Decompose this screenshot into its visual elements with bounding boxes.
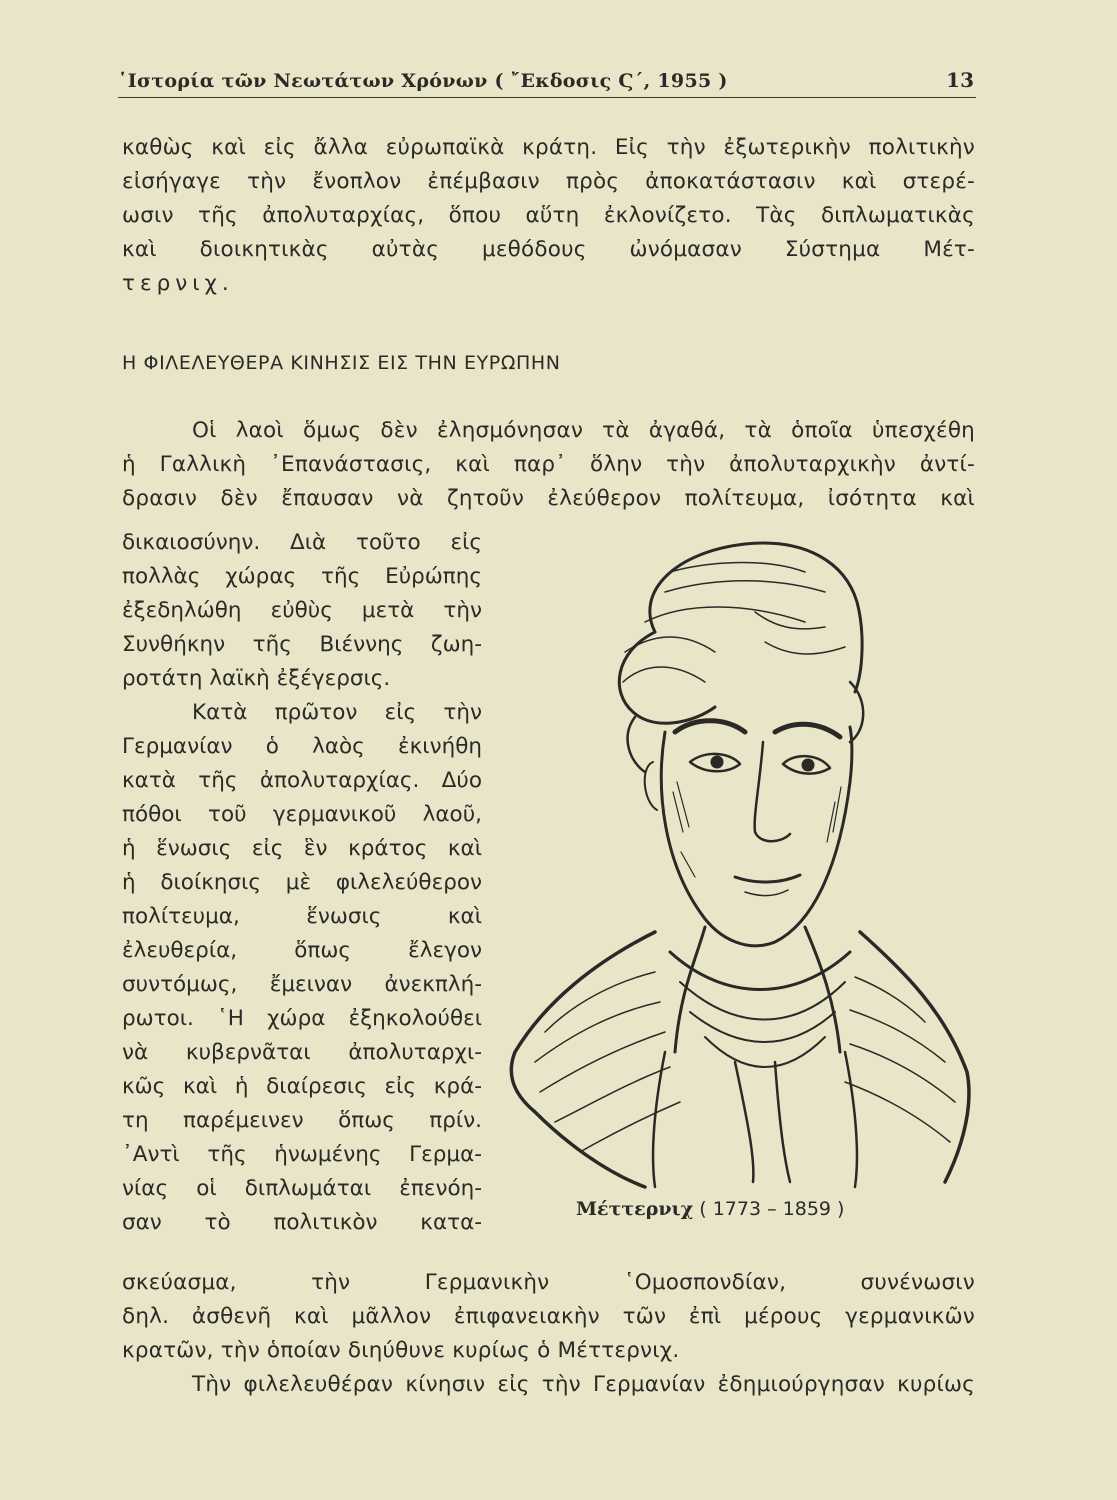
text-line: σκεύασμα, τὴν Γερμανικὴν ῾Ομοσπονδίαν, συνένωσιν <box>122 1270 975 1295</box>
text-line: δικαιοσύνην. Διὰ τοῦτο εἰς <box>122 530 482 555</box>
figure-caption <box>576 1198 844 1220</box>
text-line: κατὰ τῆς ἀπολυταρχίας. Δύο <box>122 768 482 793</box>
text-line: Γερμανίαν ὁ λαὸς ἐκινήθη <box>122 734 482 759</box>
text-line: Συνθήκην τῆς Βιέννης ζωη- <box>122 632 482 657</box>
text-line: δρασιν δὲν ἔπαυσαν νὰ ζητοῦν ἐλεύθερον πολίτευμα, ἰσότητα καὶ <box>122 486 975 511</box>
text-line: τη παρέμεινεν ὅπως πρίν. <box>122 1108 482 1133</box>
text-line: ἐλευθερία, ὅπως ἔλεγον <box>122 938 482 963</box>
text-line: ἡ διοίκησις μὲ φιλελεύθερον <box>122 870 482 895</box>
text-line: νίας οἱ διπλωμάται ἐπενόη- <box>122 1176 482 1201</box>
paragraph-system-metternich <box>122 131 975 301</box>
text-line: Τὴν φιλελευθέραν κίνησιν εἰς τὴν Γερμανίαν ἐδημιούργησαν κυρίως <box>192 1372 975 1397</box>
running-header <box>118 68 976 98</box>
text-line: εἰσήγαγε τὴν ἔνοπλον ἐπέμβασιν πρὸς ἀποκατάστασιν καὶ στερέ- <box>122 169 975 194</box>
portrait-engraving <box>505 532 975 1192</box>
text-line: ἡ Γαλλικὴ ᾿Επανάστασις, καὶ παρ᾿ ὅλην τὴν ἀπολυταρχικὴν ἀντί- <box>122 452 975 477</box>
text-line: πόθοι τοῦ γερμανικοῦ λαοῦ, <box>122 802 482 827</box>
text-line: συντόμως, ἔμειναν ἀνεκπλή- <box>122 972 482 997</box>
caption-name: Μέττερνιχ <box>576 1198 694 1220</box>
text-line: Οἱ λαοὶ ὅμως δὲν ἐλησμόνησαν τὰ ἀγαθά, τὰ ὁποῖα ὑπεσχέθη <box>192 418 975 443</box>
text-line: ᾿Αντὶ τῆς ἡνωμένης Γερμα- <box>122 1142 482 1167</box>
book-title: ῾Ιστορία τῶν Νεωτάτων Χρόνων ( ῎Εκδοσις Ϛ΄, 1955 ) <box>118 70 728 92</box>
text-line: κρατῶν, τὴν ὁποίαν διηύθυνε κυρίως ὁ Μέττερνιχ. <box>122 1338 680 1363</box>
page-number: 13 <box>946 68 974 92</box>
text-line: ρωτοι. ῾Η χώρα ἐξηκολούθει <box>122 1006 482 1031</box>
paragraph-confederation-full <box>122 1266 975 1402</box>
text-line: σαν τὸ πολιτικὸν κατα- <box>122 1210 482 1235</box>
narrow-column <box>122 526 482 1240</box>
text-line: ἡ ἕνωσις εἰς ἓν κράτος καὶ <box>122 836 482 861</box>
paragraph-peoples-full <box>122 414 975 516</box>
text-line: δηλ. ἀσθενῆ καὶ μᾶλλον ἐπιφανειακὴν τῶν ἐπὶ μέρους γερμανικῶν <box>122 1304 975 1329</box>
text-line: ωσιν τῆς ἀπολυταρχίας, ὅπου αὕτη ἐκλονίζετο. Τὰς διπλωματικὰς <box>122 203 975 228</box>
text-line: νὰ κυβερνᾶται ἀπολυταρχι- <box>122 1040 482 1065</box>
text-line: ἐξεδηλώθη εὐθὺς μετὰ τὴν <box>122 598 482 623</box>
text-line: καθὼς καὶ εἰς ἄλλα εὐρωπαϊκὰ κράτη. Εἰς τὴν ἐξωτερικὴν πολιτικὴν <box>122 135 975 160</box>
text-line: πολλὰς χώρας τῆς Εὐρώπης <box>122 564 482 589</box>
text-line: πολίτευμα, ἕνωσις καὶ <box>122 904 482 929</box>
caption-dates: ( 1773 – 1859 ) <box>699 1198 845 1220</box>
text-line: καὶ διοικητικὰς αὐτὰς μεθόδους ὠνόμασαν Σύστημα Μέτ- <box>122 237 975 262</box>
text-line: ροτάτη λαϊκὴ ἐξέγερσις. <box>122 666 391 691</box>
section-heading: Η ΦΙΛΕΛΕΥΘΕΡΑ ΚΙΝΗΣΙΣ ΕΙΣ ΤΗΝ ΕΥΡΩΠΗΝ <box>122 352 561 374</box>
text-line: κῶς καὶ ἡ διαίρεσις εἰς κρά- <box>122 1074 482 1099</box>
text-line: τερνιχ. <box>122 271 234 296</box>
header-rule <box>118 97 976 98</box>
text-line: Κατὰ πρῶτον εἰς τὴν <box>192 700 482 725</box>
